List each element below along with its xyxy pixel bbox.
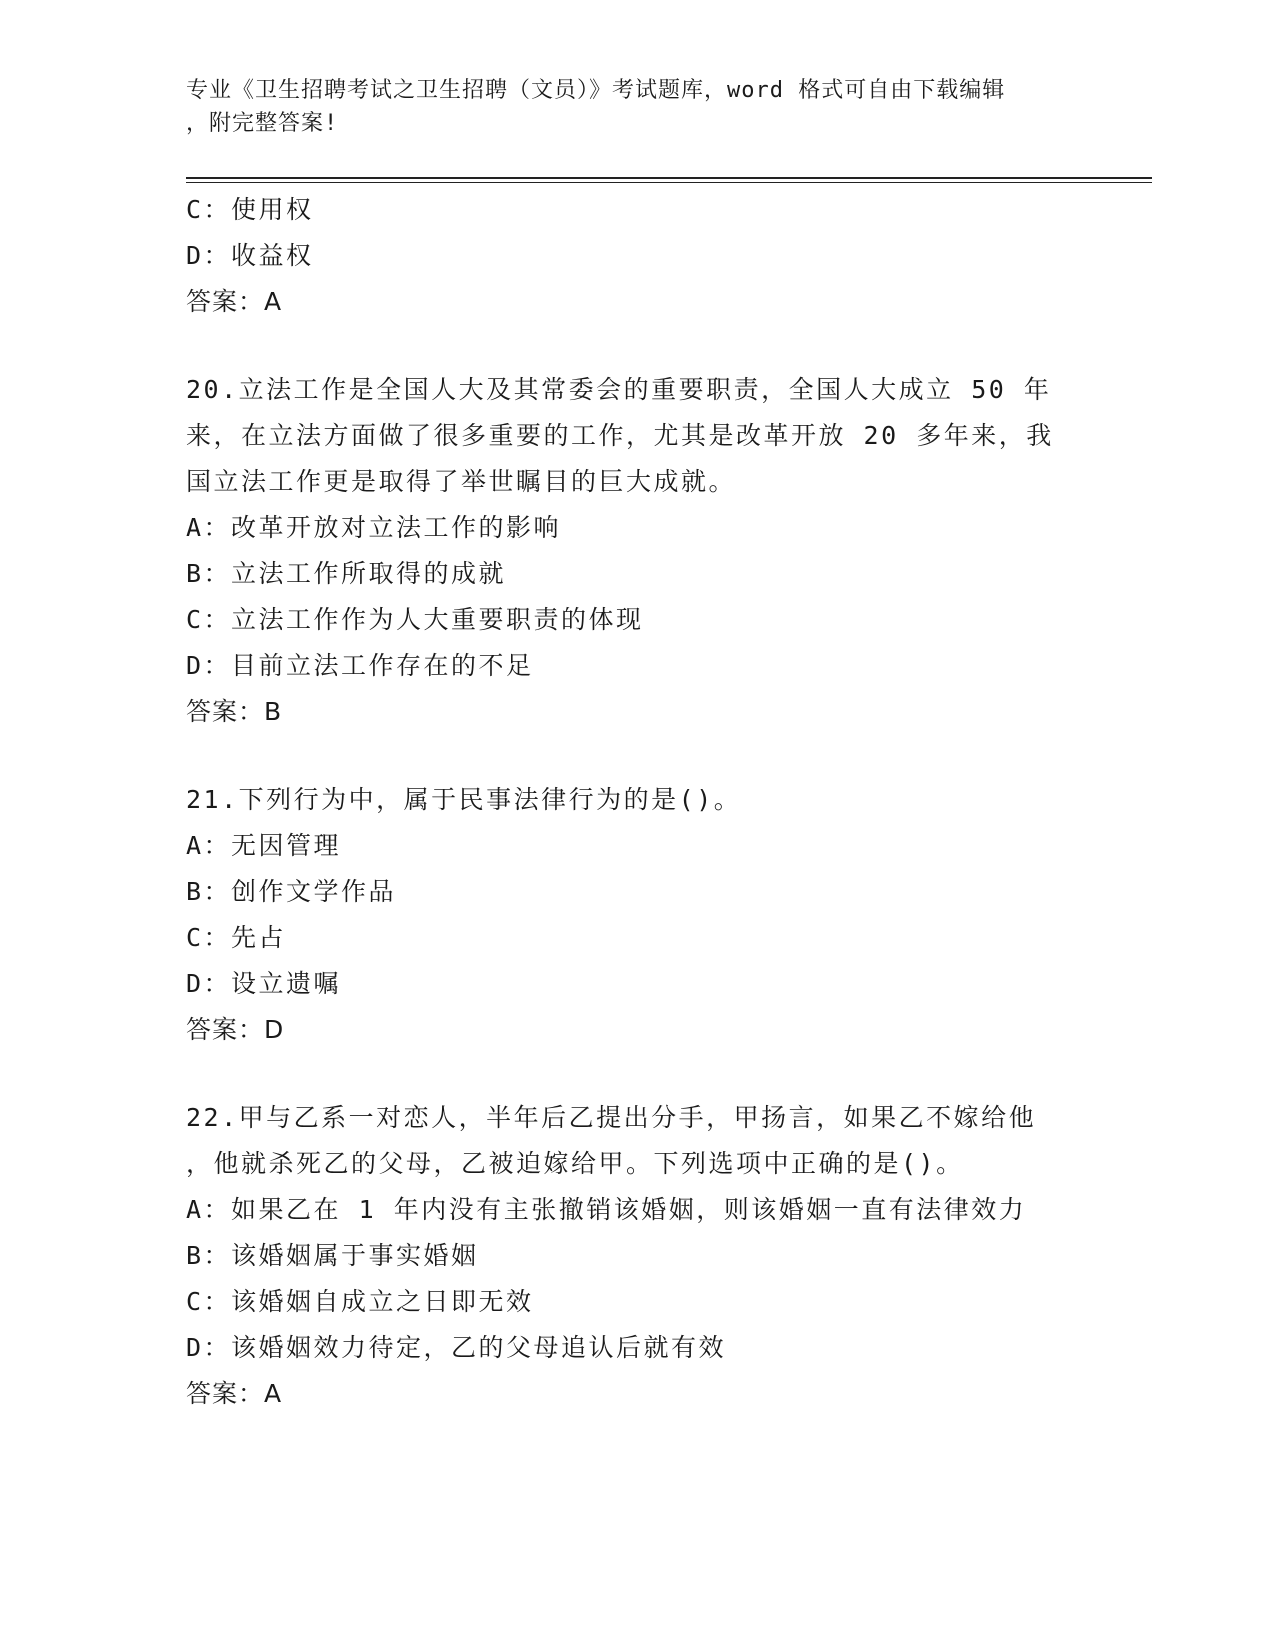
answer-line: 答案：A bbox=[186, 1379, 283, 1408]
option-d: D：收益权 bbox=[186, 241, 314, 270]
header-divider-thick bbox=[186, 177, 1152, 179]
header-line-1: 专业《卫生招聘考试之卫生招聘（文员）》考试题库，word 格式可自由下载编辑 bbox=[186, 78, 1006, 103]
option-c: C：先占 bbox=[186, 923, 287, 952]
question-block-20 bbox=[186, 367, 1086, 735]
answer-line: 答案：B bbox=[186, 697, 283, 726]
question-block-21 bbox=[186, 777, 1086, 1053]
option-a: A：无因管理 bbox=[186, 831, 342, 860]
spacer bbox=[186, 325, 1086, 367]
question-stem-line: 20.立法工作是全国人大及其常委会的重要职责，全国人大成立 50 年 bbox=[186, 375, 1052, 404]
question-stem-line: 21.下列行为中，属于民事法律行为的是()。 bbox=[186, 785, 742, 814]
question-stem-line: 来，在立法方面做了很多重要的工作，尤其是改革开放 20 多年来，我 bbox=[186, 421, 1054, 450]
answer-line: 答案：D bbox=[186, 1015, 285, 1044]
question-stem-line: 22.甲与乙系一对恋人，半年后乙提出分手，甲扬言，如果乙不嫁给他 bbox=[186, 1103, 1037, 1132]
question-stem-line: ，他就杀死乙的父母，乙被迫嫁给甲。下列选项中正确的是()。 bbox=[186, 1149, 964, 1178]
option-c: C：立法工作作为人大重要职责的体现 bbox=[186, 605, 644, 634]
question-block-19 bbox=[186, 187, 1086, 325]
option-a: A：如果乙在 1 年内没有主张撤销该婚姻，则该婚姻一直有法律效力 bbox=[186, 1195, 1027, 1224]
document-header bbox=[186, 74, 1066, 140]
option-b: B：该婚姻属于事实婚姻 bbox=[186, 1241, 479, 1270]
option-d: D：该婚姻效力待定，乙的父母追认后就有效 bbox=[186, 1333, 727, 1362]
question-block-22 bbox=[186, 1095, 1086, 1417]
option-b: B：创作文学作品 bbox=[186, 877, 397, 906]
question-content bbox=[186, 187, 1086, 1417]
header-divider-thin bbox=[186, 182, 1152, 183]
spacer bbox=[186, 1053, 1086, 1095]
option-b: B：立法工作所取得的成就 bbox=[186, 559, 507, 588]
option-d: D：设立遗嘱 bbox=[186, 969, 342, 998]
option-c: C：该婚姻自成立之日即无效 bbox=[186, 1287, 534, 1316]
option-c: C：使用权 bbox=[186, 195, 314, 224]
header-line-2: ，附完整答案! bbox=[186, 111, 339, 136]
spacer bbox=[186, 735, 1086, 777]
option-d: D：目前立法工作存在的不足 bbox=[186, 651, 534, 680]
option-a: A：改革开放对立法工作的影响 bbox=[186, 513, 562, 542]
answer-line: 答案：A bbox=[186, 287, 283, 316]
question-stem-line: 国立法工作更是取得了举世瞩目的巨大成就。 bbox=[186, 467, 737, 496]
